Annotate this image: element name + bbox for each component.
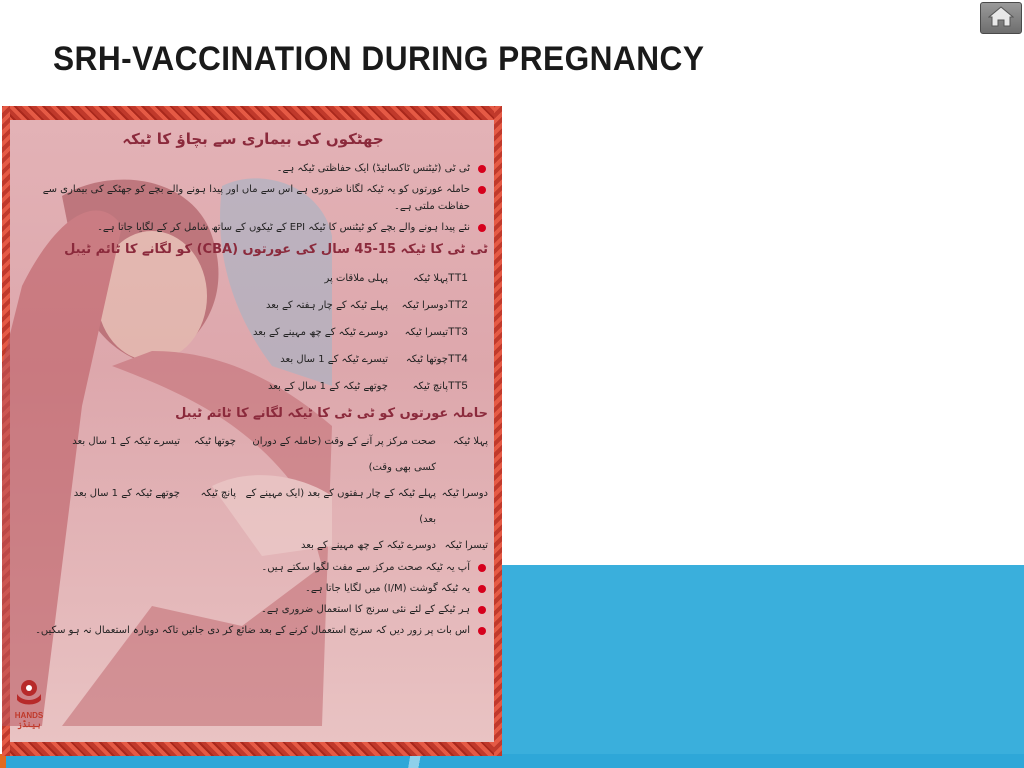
logo-sublabel: ہینڈز [17,720,41,729]
dose-when: صحت مرکز پر آنے کے وقت (حاملہ کے دوران کسی بھی وقت) [252,436,436,473]
pregnant-row [18,481,488,533]
hands-logo-icon [14,676,44,706]
intro-bullet: ٹی ٹی (ٹیٹنس ٹاکسائیڈ) ایک حفاظتی ٹیکہ ہے۔ [18,160,488,177]
cba-row [18,373,488,400]
home-icon [988,5,1014,31]
logo-label: HANDS [14,711,44,720]
dose-name: پانچ ٹیکہ [412,381,448,392]
dose-code: TT2 [448,299,468,311]
pregnant-schedule [18,429,488,559]
cba-heading: ٹی ٹی کا ٹیکہ 15-45 سال کی عورتوں (CBA) کو لگانے کا ٹائم ٹیبل [64,242,488,257]
dose-name: تیسرا ٹیکہ [444,540,488,551]
vaccination-poster [2,106,502,756]
poster-text [18,130,488,643]
cba-row [18,292,488,319]
dose-when: دوسرے ٹیکہ کے چھ مہینے کے بعد [301,540,436,551]
dose-when: تیسرے ٹیکہ کے 1 سال بعد [280,354,388,365]
closing-bullet: یہ ٹیکہ گوشت (I/M) میں لگایا جاتا ہے۔ [18,580,488,597]
pregnant-row [18,429,488,481]
bottom-stripes [0,754,1024,768]
dose-when: چوتھے ٹیکہ کے 1 سال بعد [73,488,180,499]
dose-name: پہلا ٹیکہ [413,273,448,284]
dose-name: دوسرا ٹیکہ [441,488,488,499]
pregnant-heading: حاملہ عورتوں کو ٹی ٹی کا ٹیکہ لگانے کا ٹائم ٹیبل [175,406,488,421]
cba-row [18,346,488,373]
dose-when: چوتھے ٹیکہ کے 1 سال کے بعد [267,381,388,392]
dose-when: پہلی ملاقات پر [324,273,388,284]
dose-code: TT1 [448,272,468,284]
dose-name: دوسرا ٹیکہ [401,300,448,311]
cba-row [18,265,488,292]
closing-bullet: آپ یہ ٹیکہ صحت مرکز سے مفت لگوا سکتے ہیں۔ [18,559,488,576]
page-title: SRH-VACCINATION DURING PREGNANCY [53,40,705,78]
dose-when: پہلے ٹیکہ کے چار ہفتوں کے بعد (ایک مہینے کے بعد) [245,488,436,525]
dose-code: TT4 [448,353,468,365]
closing-bullet: اس بات پر زور دیں کہ سرنج استعمال کرنے کے بعد ضائع کر دی جائیں تاکہ دوبارہ استعمال نہ ہو سکیں۔ [18,622,488,639]
dose-name: تیسرا ٹیکہ [404,327,448,338]
cba-row [18,319,488,346]
closing-bullet: ہر ٹیکے کے لئے نئی سرنج کا استعمال ضروری ہے۔ [18,601,488,618]
dose-name: چوتھا ٹیکہ [193,436,236,447]
dose-name: پہلا ٹیکہ [453,436,488,447]
dose-when: دوسرے ٹیکہ کے چھ مہینے کے بعد [253,327,388,338]
home-button[interactable] [980,2,1022,34]
dose-code: TT3 [448,326,468,338]
intro-bullet: حاملہ عورتوں کو یہ ٹیکہ لگانا ضروری ہے اس سے ماں اور پیدا ہونے والے بچے کو جھٹکے کی بیماری سے حفاظت ملتی ہے۔ [18,181,488,215]
poster-heading: جھٹکوں کی بیماری سے بچاؤ کا ٹیکہ [122,130,384,148]
intro-bullet: نئے پیدا ہونے والے بچے کو ٹیٹنس کا ٹیکہ EPI کے ٹیکوں کے ساتھ شامل کر کے لگایا جاتا ہے۔ [18,219,488,236]
dose-code: TT5 [448,380,468,392]
pregnant-row [18,533,488,559]
dose-when: تیسرے ٹیکہ کے 1 سال بعد [72,436,180,447]
dose-when: پہلے ٹیکہ کے چار ہفتہ کے بعد [265,300,388,311]
dose-name: پانچ ٹیکہ [200,488,236,499]
dose-name: چوتھا ٹیکہ [405,354,448,365]
hands-logo [12,676,46,734]
decorative-blue-band [500,565,1024,755]
